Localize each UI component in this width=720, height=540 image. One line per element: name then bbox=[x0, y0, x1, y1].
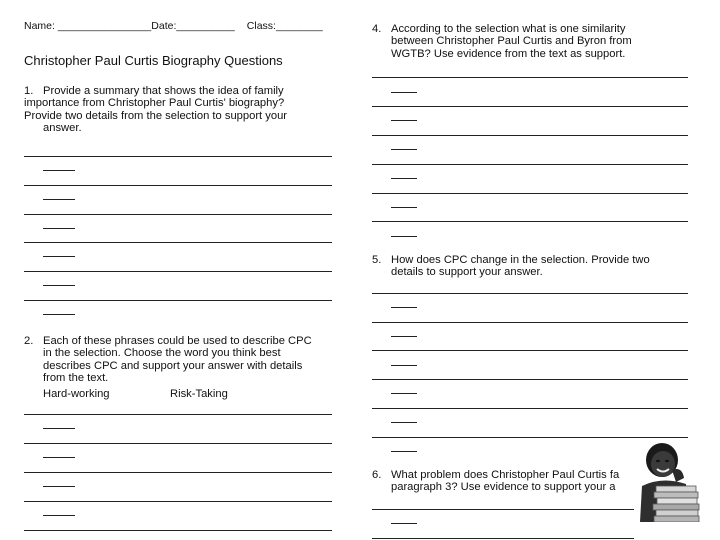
answer-line[interactable] bbox=[391, 523, 417, 524]
question-1 bbox=[24, 85, 334, 135]
answer-line[interactable] bbox=[43, 515, 75, 516]
question-number: 5. bbox=[372, 254, 382, 266]
answer-line[interactable] bbox=[24, 185, 332, 186]
question-text-line: describes CPC and support your answer with details bbox=[43, 359, 303, 372]
answer-line[interactable] bbox=[391, 149, 417, 150]
answer-line[interactable] bbox=[372, 509, 634, 510]
answer-line[interactable] bbox=[43, 256, 75, 257]
answer-line[interactable] bbox=[24, 300, 332, 301]
question-2 bbox=[24, 335, 334, 385]
answer-line[interactable] bbox=[391, 336, 417, 337]
answer-line[interactable] bbox=[372, 437, 688, 438]
question-text-line: What problem does Christopher Paul Curtis fa bbox=[391, 469, 620, 481]
answer-line[interactable] bbox=[24, 271, 332, 272]
answer-line[interactable] bbox=[372, 106, 688, 107]
worksheet-header bbox=[24, 20, 323, 32]
class-field[interactable]: Class:________ bbox=[246, 20, 323, 32]
answer-line[interactable] bbox=[24, 501, 332, 502]
answer-line[interactable] bbox=[24, 414, 332, 415]
answer-line[interactable] bbox=[24, 156, 332, 157]
answer-line[interactable] bbox=[391, 120, 417, 121]
answer-line[interactable] bbox=[43, 457, 75, 458]
question-text-line: Each of these phrases could be used to describe CPC bbox=[43, 335, 312, 347]
answer-line[interactable] bbox=[372, 221, 688, 222]
answer-line[interactable] bbox=[391, 422, 417, 423]
question-text-line: from the text. bbox=[43, 372, 109, 385]
answer-line[interactable] bbox=[372, 135, 688, 136]
answer-line[interactable] bbox=[43, 285, 75, 286]
choice-hard-working[interactable]: Hard-working bbox=[43, 388, 110, 400]
question-number: 2. bbox=[24, 335, 34, 347]
answer-line[interactable] bbox=[391, 92, 417, 93]
answer-line[interactable] bbox=[43, 428, 75, 429]
answer-line[interactable] bbox=[372, 538, 634, 539]
answer-line[interactable] bbox=[391, 236, 417, 237]
question-text-line: details to support your answer. bbox=[391, 266, 543, 279]
worksheet-title: Christopher Paul Curtis Biography Questions bbox=[24, 53, 283, 68]
question-text-line: Provide a summary that shows the idea of family bbox=[43, 85, 284, 97]
answer-line[interactable] bbox=[43, 228, 75, 229]
question-text-line: answer. bbox=[43, 122, 82, 135]
answer-line[interactable] bbox=[372, 164, 688, 165]
answer-line[interactable] bbox=[43, 199, 75, 200]
answer-line[interactable] bbox=[43, 170, 75, 171]
answer-line[interactable] bbox=[372, 193, 688, 194]
answer-line[interactable] bbox=[24, 214, 332, 215]
answer-line[interactable] bbox=[372, 322, 688, 323]
answer-line[interactable] bbox=[372, 408, 688, 409]
question-number: 6. bbox=[372, 469, 382, 481]
answer-line[interactable] bbox=[43, 314, 75, 315]
question-6 bbox=[372, 469, 634, 494]
choice-risk-taking[interactable]: Risk-Taking bbox=[170, 388, 228, 400]
question-number: 4. bbox=[372, 23, 382, 35]
name-field[interactable]: Name: ________________ bbox=[24, 20, 152, 32]
answer-line[interactable] bbox=[372, 77, 688, 78]
answer-line[interactable] bbox=[391, 178, 417, 179]
question-text-line: According to the selection what is one similarity bbox=[391, 23, 626, 35]
question-4 bbox=[372, 23, 688, 60]
answer-line[interactable] bbox=[391, 451, 417, 452]
question-text-line: WGTB? Use evidence from the text as support. bbox=[391, 47, 626, 60]
answer-line[interactable] bbox=[24, 242, 332, 243]
answer-line[interactable] bbox=[372, 293, 688, 294]
question-text-line: between Christopher Paul Curtis and Byron from bbox=[391, 35, 632, 48]
question-text-line: in the selection. Choose the word you think best bbox=[43, 347, 281, 360]
question-text-line: Provide two details from the selection to support your bbox=[24, 109, 288, 122]
author-portrait-image bbox=[636, 440, 704, 522]
question-text-line: importance from Christopher Paul Curtis' biography? bbox=[24, 97, 285, 110]
question-text-line: How does CPC change in the selection. Provide two bbox=[391, 254, 650, 266]
answer-line[interactable] bbox=[391, 365, 417, 366]
date-field[interactable]: Date:__________ bbox=[151, 20, 235, 32]
question-text-line: paragraph 3? Use evidence to support your a bbox=[391, 481, 616, 494]
answer-line[interactable] bbox=[24, 443, 332, 444]
answer-line[interactable] bbox=[372, 379, 688, 380]
answer-line[interactable] bbox=[391, 393, 417, 394]
question-5 bbox=[372, 254, 688, 279]
answer-line[interactable] bbox=[24, 472, 332, 473]
answer-line[interactable] bbox=[24, 530, 332, 531]
answer-line[interactable] bbox=[372, 350, 688, 351]
answer-line[interactable] bbox=[391, 307, 417, 308]
answer-line[interactable] bbox=[391, 207, 417, 208]
answer-line[interactable] bbox=[43, 486, 75, 487]
question-number: 1. bbox=[24, 85, 34, 97]
